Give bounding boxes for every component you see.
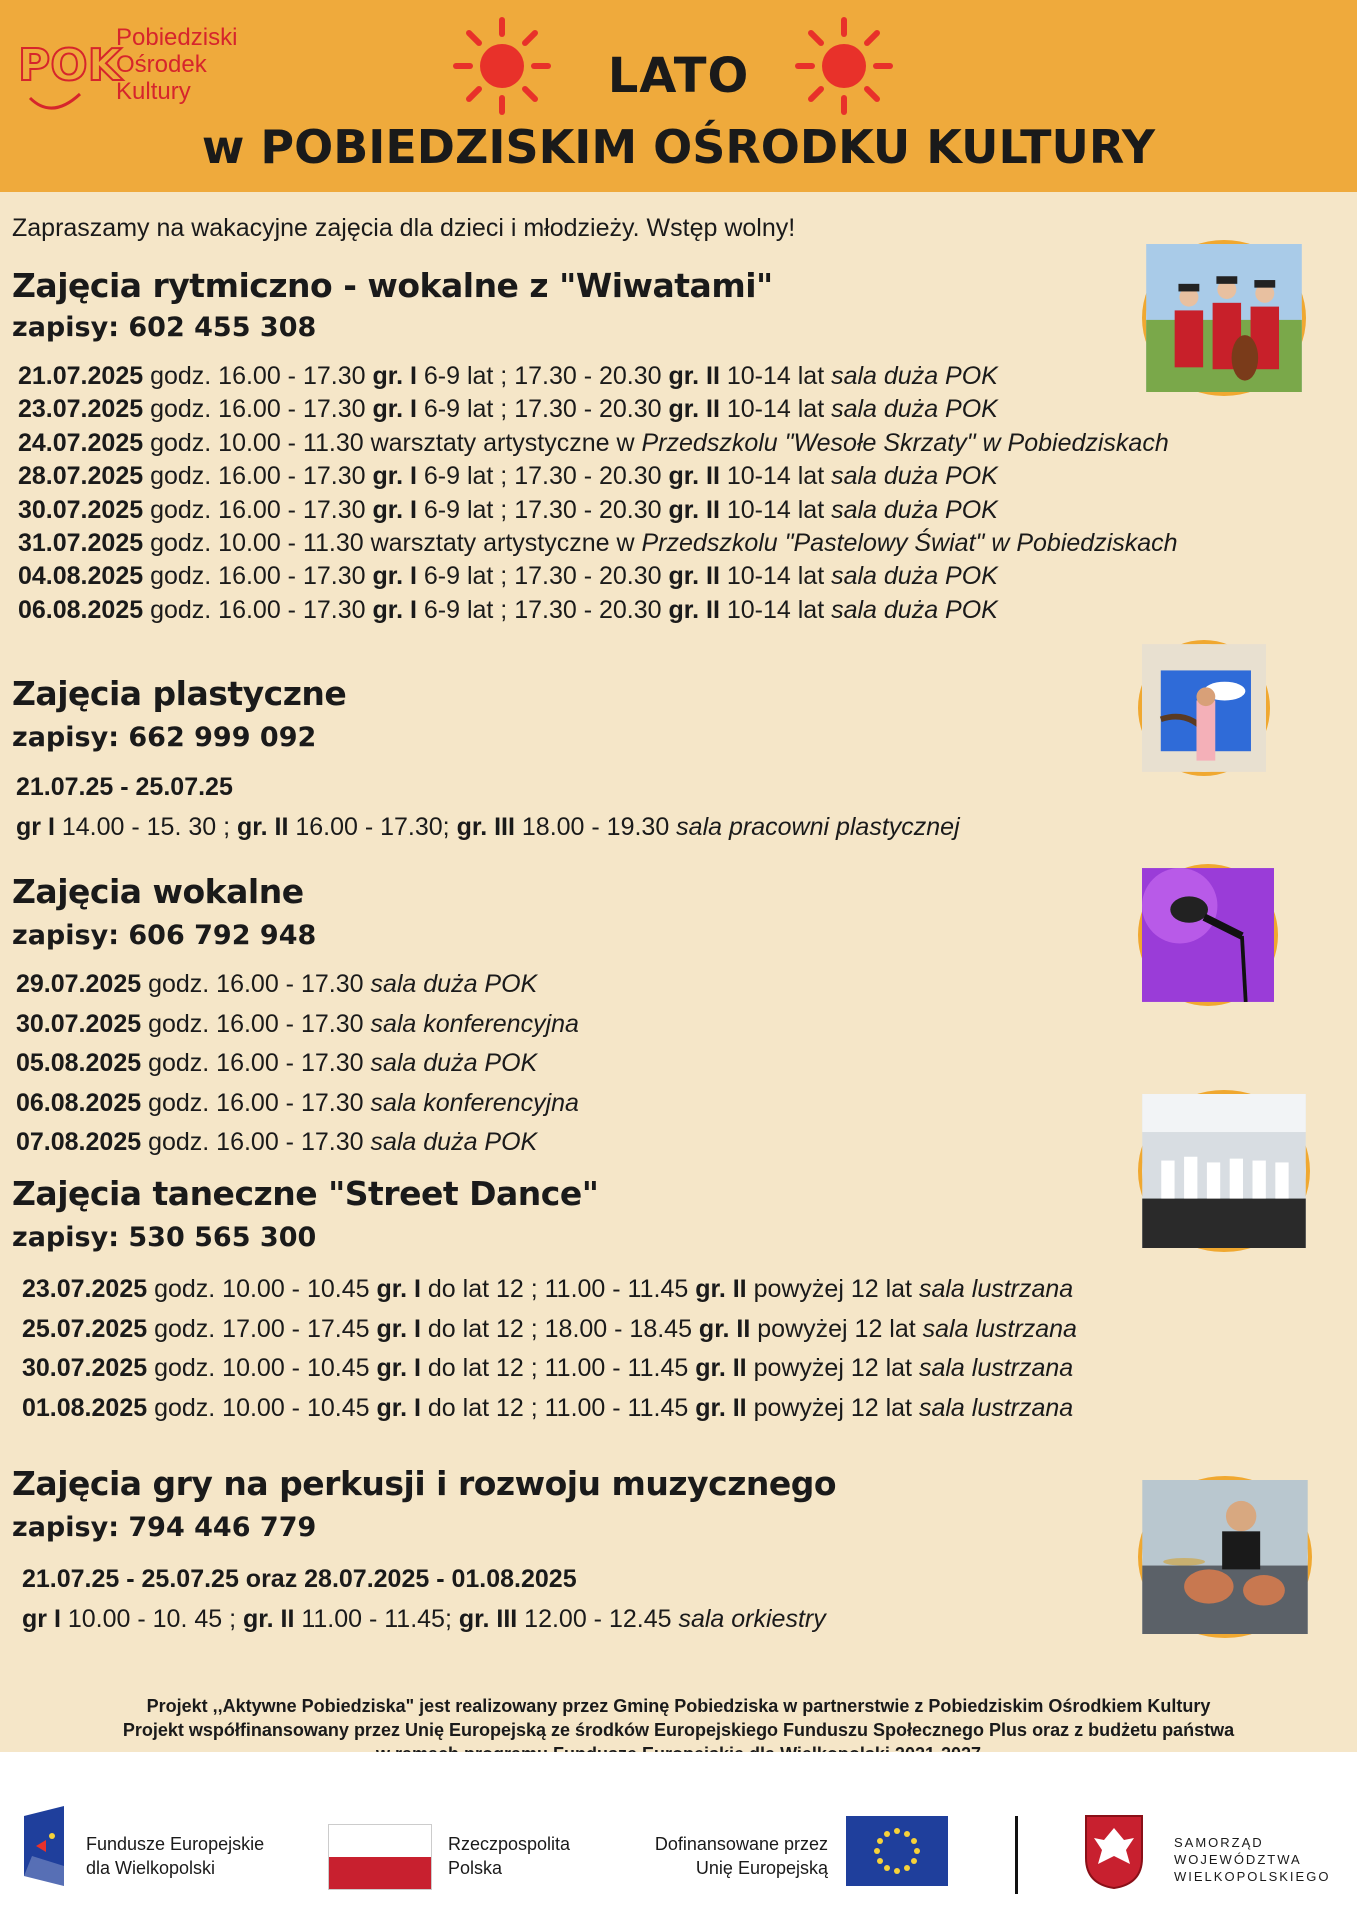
group-label: gr. II (242, 1605, 295, 1633)
schedule-row (22, 1352, 1073, 1385)
logo-line: Pobiedziski (116, 24, 238, 51)
samorzad-label-line: WOJEWÓDZTWA (1174, 1852, 1302, 1867)
schedule-date: 28.07.2025 (18, 462, 144, 491)
group-label: gr. II (668, 562, 720, 591)
schedule-text: godz. 16.00 - 17.30 (143, 395, 373, 424)
schedule-text: godz. 16.00 - 17.30 (141, 1049, 371, 1077)
schedule-text: 10-14 lat (719, 395, 832, 424)
schedule-text: godz. 10.00 - 10.45 (147, 1354, 377, 1382)
band-photo-icon (1146, 244, 1302, 392)
schedule-date: 31.07.2025 (18, 529, 144, 557)
poland-flag-icon (328, 1824, 432, 1890)
group-time: 10.00 - 10. 45 ; (60, 1605, 243, 1633)
photo-microphone (1138, 864, 1278, 1006)
schedule-date: 30.07.2025 (18, 495, 144, 524)
group-label: gr I (22, 1605, 61, 1633)
samorzad-label-line: SAMORZĄD (1174, 1835, 1264, 1850)
schedule-text: powyżej 12 lat (746, 1354, 919, 1382)
fe-label-line: dla Wielkopolski (86, 1858, 216, 1878)
venue: sala duża POK (370, 1128, 538, 1156)
venue: sala konferencyjna (370, 1009, 579, 1038)
schedule-text: godz. 16.00 - 17.30 (143, 362, 373, 390)
schedule-text: godz. 16.00 - 17.30 (143, 562, 373, 591)
ue-label-line: Dofinansowane przez (654, 1834, 828, 1854)
group-label: gr. II (668, 395, 720, 424)
group-label: gr. II (668, 495, 720, 524)
schedule-text: godz. 17.00 - 17.45 (147, 1314, 377, 1343)
art-dates-text: 21.07.25 - 25.07.25 (16, 773, 233, 801)
schedule-text: do lat 12 ; 18.00 - 18.45 (420, 1314, 699, 1343)
photo-street-dance (1138, 1090, 1310, 1252)
venue: sala duża POK (831, 462, 998, 491)
schedule-row (18, 527, 1178, 560)
funding-logos-bar (0, 1752, 1357, 1920)
photo-drummer (1138, 1476, 1312, 1638)
schedule-row (16, 1126, 537, 1159)
svg-text:POK: POK (18, 40, 122, 91)
schedule-text: do lat 12 ; 11.00 - 11.45 (420, 1354, 696, 1382)
venue: sala pracowni plastycznej (676, 813, 960, 841)
group-label: gr. I (372, 595, 417, 624)
schedule-text: do lat 12 ; 11.00 - 11.45 (420, 1393, 696, 1422)
schedule-text: 6-9 lat ; 17.30 - 20.30 (416, 362, 669, 390)
venue: sala duża POK (370, 970, 538, 998)
section-phone-drums: zapisy: 794 446 779 (12, 1512, 317, 1543)
group-label: gr. II (695, 1354, 747, 1382)
schedule-row (22, 1273, 1073, 1306)
fe-label-line: Fundusze Europejskie (86, 1834, 265, 1854)
group-label: gr I (16, 813, 55, 841)
pl-label-line: Rzeczpospolita (448, 1834, 571, 1854)
venue: sala lustrzana (918, 1393, 1074, 1422)
venue: Przedszkolu "Pastelowy Świat" w Pobiedziskach (641, 529, 1178, 557)
group-time: 16.00 - 17.30; (288, 813, 457, 841)
schedule-row (16, 968, 537, 1001)
section-title-drums: Zajęcia gry na perkusji i rozwoju muzycznego (12, 1464, 837, 1503)
samorzad-label-line: WIELKOPOLSKIEGO (1174, 1869, 1331, 1884)
venue: sala duża POK (831, 495, 998, 524)
schedule-date: 21.07.2025 (18, 362, 144, 390)
group-label: gr. I (376, 1393, 421, 1422)
schedule-date: 06.08.2025 (18, 595, 144, 624)
schedule-text: godz. 16.00 - 17.30 (141, 970, 371, 998)
schedule-date: 24.07.2025 (18, 428, 144, 457)
section-phone-rhythm: zapisy: 602 455 308 (12, 312, 317, 343)
group-label: gr. I (372, 562, 417, 591)
schedule-text: powyżej 12 lat (750, 1314, 923, 1343)
venue: sala orkiestry (678, 1605, 826, 1633)
venue: sala duża POK (831, 562, 998, 591)
group-time: 18.00 - 19.30 (514, 813, 677, 841)
logo-line: Ośrodek (116, 51, 207, 78)
group-label: gr. II (668, 462, 720, 491)
logo-line: Kultury (116, 78, 191, 105)
schedule-text: godz. 16.00 - 17.30 (141, 1128, 371, 1156)
samorzad-label (1174, 1834, 1330, 1885)
section-title-rhythm: Zajęcia rytmiczno - wokalne z "Wiwatami" (12, 266, 773, 305)
schedule-text: godz. 10.00 - 11.30 warsztaty artystyczne w (143, 529, 642, 557)
logo-divider (1015, 1816, 1018, 1894)
art-dates (16, 771, 233, 804)
group-label: gr. I (376, 1275, 421, 1303)
venue: sala lustrzana (918, 1275, 1074, 1303)
schedule-text: 6-9 lat ; 17.30 - 20.30 (416, 462, 669, 491)
drums-photo-icon (1142, 1480, 1308, 1634)
section-title-art: Zajęcia plastyczne (12, 674, 347, 713)
drums-dates-text: 21.07.25 - 25.07.25 oraz 28.07.2025 - 01.08.2025 (22, 1565, 577, 1593)
schedule-text: powyżej 12 lat (746, 1275, 919, 1303)
schedule-row (22, 1392, 1073, 1425)
project-info-line: Projekt współfinansowany przez Unię Europejską ze środków Europejskiego Funduszu Społecznego Plus oraz z budżetu państwa (122, 1720, 1235, 1740)
schedule-date: 25.07.2025 (22, 1314, 148, 1343)
schedule-text: 6-9 lat ; 17.30 - 20.30 (416, 395, 669, 424)
schedule-date: 30.07.2025 (16, 1009, 142, 1038)
photo-wiwaty-band (1142, 240, 1306, 396)
group-label: gr. II (695, 1393, 747, 1422)
ue-label (610, 1832, 828, 1880)
art-groups (16, 811, 960, 844)
group-time: 11.00 - 11.45; (294, 1605, 459, 1633)
project-info-line: Projekt ,,Aktywne Pobiedziska" jest realizowany przez Gminę Pobiedziska w partnerstwie z Pobiedziskim Ośrodkiem Kultury (146, 1696, 1211, 1716)
schedule-date: 23.07.2025 (22, 1275, 148, 1303)
section-phone-vocal: zapisy: 606 792 948 (12, 920, 317, 951)
schedule-text: 6-9 lat ; 17.30 - 20.30 (416, 595, 669, 624)
wielkopolska-crest-icon (1084, 1814, 1144, 1890)
schedule-date: 01.08.2025 (22, 1393, 148, 1422)
schedule-text: godz. 16.00 - 17.30 (141, 1009, 371, 1038)
venue: sala konferencyjna (370, 1088, 579, 1117)
schedule-text: godz. 16.00 - 17.30 (143, 462, 373, 491)
venue: sala lustrzana (922, 1314, 1077, 1343)
section-phone-art: zapisy: 662 999 092 (12, 722, 317, 753)
group-label: gr. I (372, 462, 417, 491)
group-label: gr. I (372, 395, 417, 424)
group-label: gr. I (372, 495, 417, 524)
schedule-text: 10-14 lat (719, 562, 832, 591)
schedule-row (22, 1313, 1077, 1346)
schedule-date: 23.07.2025 (18, 395, 144, 424)
group-label: gr. II (668, 362, 720, 390)
page-title-line1: LATO (607, 48, 750, 104)
group-label: gr. II (695, 1275, 747, 1303)
schedule-text: 10-14 lat (719, 462, 832, 491)
schedule-row (18, 427, 1169, 460)
schedule-date: 30.07.2025 (22, 1354, 148, 1382)
schedule-text: 10-14 lat (719, 595, 832, 624)
group-label: gr. III (456, 813, 515, 841)
schedule-text: godz. 10.00 - 10.45 (147, 1275, 377, 1303)
group-label: gr. II (698, 1314, 751, 1343)
fe-label (86, 1832, 264, 1880)
schedule-text: godz. 16.00 - 17.30 (143, 595, 373, 624)
schedule-text: 10-14 lat (719, 362, 832, 390)
schedule-date: 06.08.2025 (16, 1088, 142, 1117)
schedule-date: 05.08.2025 (16, 1049, 142, 1077)
group-time: 14.00 - 15. 30 ; (54, 813, 237, 841)
section-title-vocal: Zajęcia wokalne (12, 872, 304, 911)
schedule-text: godz. 10.00 - 10.45 (147, 1393, 377, 1422)
intro-text: Zapraszamy na wakacyjne zajęcia dla dzieci i młodzieży. Wstęp wolny! (12, 214, 796, 242)
pl-label-line: Polska (448, 1858, 503, 1878)
eu-flag-icon (846, 1816, 948, 1886)
header-banner (0, 0, 1357, 192)
schedule-row (18, 393, 998, 426)
schedule-row (16, 1087, 579, 1120)
section-title-dance: Zajęcia taneczne "Street Dance" (12, 1174, 599, 1213)
venue: sala duża POK (370, 1049, 538, 1077)
group-time: 12.00 - 12.45 (517, 1605, 679, 1633)
venue: sala duża POK (831, 395, 998, 424)
schedule-row (16, 1047, 537, 1080)
ue-label-line: Unię Europejską (695, 1858, 828, 1878)
drums-groups (22, 1603, 826, 1636)
schedule-row (18, 594, 998, 627)
schedule-text: do lat 12 ; 11.00 - 11.45 (420, 1275, 696, 1303)
schedule-row (18, 360, 998, 393)
schedule-date: 29.07.2025 (16, 970, 142, 998)
microphone-icon (1142, 868, 1274, 1002)
art-photo-icon (1142, 644, 1266, 772)
section-phone-dance: zapisy: 530 565 300 (12, 1222, 317, 1253)
group-label: gr. II (236, 813, 289, 841)
group-label: gr. II (668, 595, 720, 624)
schedule-text: powyżej 12 lat (746, 1393, 919, 1422)
schedule-date: 07.08.2025 (16, 1128, 142, 1156)
dance-photo-icon (1142, 1094, 1306, 1248)
page-title-line2: w POBIEDZISKIM OŚRODKU KULTURY (201, 120, 1156, 174)
group-label: gr. I (372, 362, 417, 390)
schedule-row (16, 1008, 579, 1041)
photo-art-class (1138, 640, 1270, 776)
venue: sala lustrzana (918, 1354, 1074, 1382)
group-label: gr. III (458, 1605, 518, 1633)
schedule-text: godz. 16.00 - 17.30 (143, 495, 373, 524)
schedule-text: 10-14 lat (719, 495, 832, 524)
schedule-row (18, 494, 998, 527)
fundusze-europejskie-logo-icon (24, 1806, 74, 1886)
schedule-text: godz. 10.00 - 11.30 warsztaty artystyczne w (143, 428, 642, 457)
schedule-text: 6-9 lat ; 17.30 - 20.30 (416, 495, 669, 524)
schedule-text: 6-9 lat ; 17.30 - 20.30 (416, 562, 669, 591)
schedule-text: godz. 16.00 - 17.30 (141, 1088, 371, 1117)
schedule-row (18, 560, 998, 593)
pl-label (448, 1832, 570, 1880)
schedule-row (18, 460, 998, 493)
group-label: gr. I (376, 1354, 421, 1382)
schedule-date: 04.08.2025 (18, 562, 144, 591)
drums-dates (22, 1563, 577, 1596)
venue: sala duża POK (831, 362, 998, 390)
venue: sala duża POK (831, 595, 998, 624)
venue: Przedszkolu "Wesołe Skrzaty" w Pobiedziskach (641, 428, 1169, 457)
group-label: gr. I (376, 1314, 421, 1343)
